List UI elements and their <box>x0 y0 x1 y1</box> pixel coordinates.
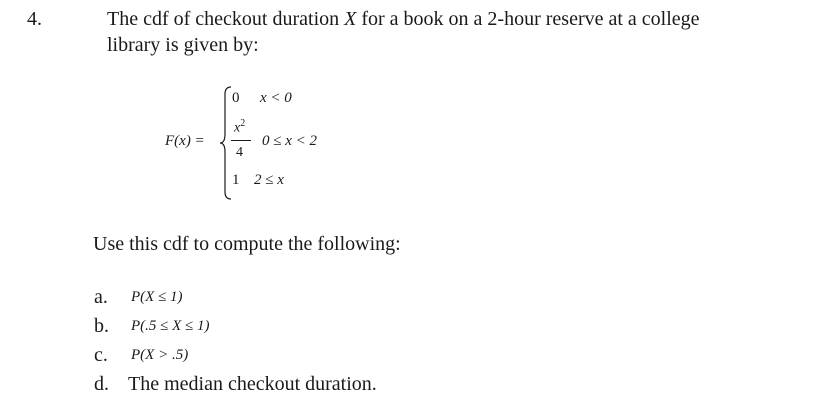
part-d-label: d. <box>94 373 109 395</box>
problem-intro-line1 <box>107 8 700 31</box>
numerator-exponent: 2 <box>240 118 246 129</box>
case2-numerator <box>234 118 245 137</box>
numerator-variable: x <box>234 120 241 136</box>
part-d-text: The median checkout duration. <box>128 373 377 395</box>
case1-value: 0 <box>232 90 240 106</box>
intro-text-1: The cdf of checkout duration <box>107 8 340 30</box>
part-a-label: a. <box>94 286 108 308</box>
case3-condition: 2 ≤ x <box>254 172 284 188</box>
part-c-text: P(X > .5) <box>131 347 189 363</box>
left-brace-icon <box>219 86 233 200</box>
fraction-bar <box>231 140 251 141</box>
problem-number: 4. <box>27 8 42 30</box>
part-b-label: b. <box>94 315 109 337</box>
intro-variable: X <box>344 8 357 30</box>
problem-intro-line2: library is given by: <box>107 34 259 56</box>
case2-condition: 0 ≤ x < 2 <box>262 133 318 149</box>
formula-lhs: F(x) = <box>165 133 205 149</box>
part-b-text: P(.5 ≤ X ≤ 1) <box>131 318 210 334</box>
intro-text-2: for a book on a 2-hour reserve at a college <box>361 8 700 30</box>
part-c-label: c. <box>94 344 108 366</box>
case1-condition: x < 0 <box>260 90 292 106</box>
case2-denominator: 4 <box>236 145 243 160</box>
instruction-text: Use this cdf to compute the following: <box>93 233 401 255</box>
part-a-text: P(X ≤ 1) <box>131 289 183 305</box>
case3-value: 1 <box>232 172 240 188</box>
